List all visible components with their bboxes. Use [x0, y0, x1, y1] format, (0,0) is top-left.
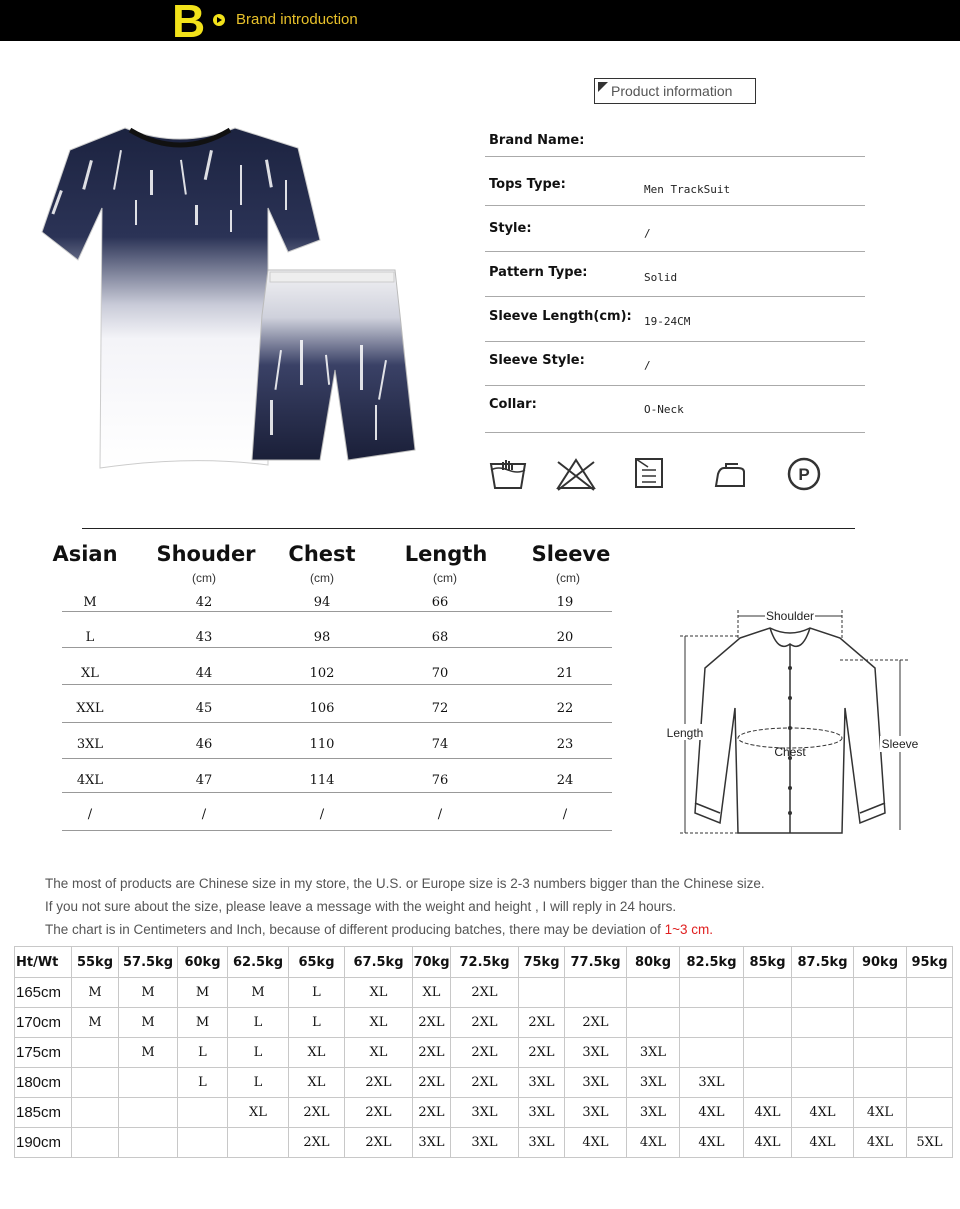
size-cell: 70 [431, 666, 449, 681]
size-cell: XL [228, 1098, 289, 1128]
size-cell: 2XL [565, 1008, 627, 1038]
weight-header: 77.5kg [565, 947, 627, 978]
size-cell: 4XL [680, 1128, 744, 1158]
size-header-shoulder: Shouder [156, 542, 256, 566]
size-cell: XL [345, 978, 413, 1008]
weight-header: 55kg [72, 947, 119, 978]
attr-value: Solid [644, 271, 678, 284]
size-cell: 22 [556, 701, 574, 716]
height-cell: 170cm [15, 1008, 72, 1038]
table-row [15, 1128, 953, 1158]
size-cell: / [87, 807, 93, 822]
size-cell: 19 [556, 595, 574, 610]
attr-value: O-Neck [644, 403, 684, 416]
size-cell: 4XL [76, 773, 104, 788]
height-weight-table [14, 946, 953, 1158]
height-cell: 190cm [15, 1128, 72, 1158]
table-row [15, 1038, 953, 1068]
size-cell: L [289, 1008, 345, 1038]
size-cell [680, 1038, 744, 1068]
size-cell [792, 1038, 854, 1068]
attr-value: 19-24CM [644, 315, 691, 328]
weight-header: 72.5kg [451, 947, 519, 978]
size-cell: 47 [195, 773, 213, 788]
size-cell: / [319, 807, 325, 822]
weight-header: 67.5kg [345, 947, 413, 978]
size-cell [907, 1098, 953, 1128]
weight-header: 90kg [854, 947, 907, 978]
size-cell [519, 978, 565, 1008]
size-cell: 2XL [451, 1068, 519, 1098]
size-cell [72, 1128, 119, 1158]
hand-wash-icon [488, 456, 528, 492]
size-cell [792, 1008, 854, 1038]
size-note-3 [45, 922, 713, 937]
size-cell: 106 [309, 701, 335, 716]
size-cell: 21 [556, 666, 574, 681]
size-header-chest: Chest [288, 542, 356, 566]
size-cell: 98 [313, 630, 331, 645]
dry-clean-icon [784, 456, 824, 492]
size-row-divider [62, 611, 612, 612]
size-cell: / [562, 807, 568, 822]
size-cell: 2XL [413, 1098, 451, 1128]
size-cell: M [178, 1008, 228, 1038]
size-row-divider [62, 722, 612, 723]
size-cell: 3XL [519, 1068, 565, 1098]
size-cell: L [228, 1008, 289, 1038]
size-row-divider [62, 792, 612, 793]
size-cell: 44 [195, 666, 213, 681]
size-cell: 3XL [451, 1098, 519, 1128]
header-bar [0, 0, 960, 47]
size-cell: XL [413, 978, 451, 1008]
size-cell: 114 [309, 773, 335, 788]
size-cell [854, 1038, 907, 1068]
size-cell: 3XL [413, 1128, 451, 1158]
size-cell: M [119, 1038, 178, 1068]
size-cell: L [228, 1068, 289, 1098]
size-cell: 24 [556, 773, 574, 788]
header-letter: B [172, 0, 206, 47]
size-cell: 72 [431, 701, 449, 716]
size-cell: 23 [556, 737, 574, 752]
size-cell: L [228, 1038, 289, 1068]
size-cell: 76 [431, 773, 449, 788]
size-cell [119, 1098, 178, 1128]
size-row-divider [62, 684, 612, 685]
size-cell [178, 1098, 228, 1128]
attr-label: Tops Type: [489, 177, 566, 192]
size-cell: 3XL [519, 1098, 565, 1128]
diagram-shoulder-label: Shoulder [765, 609, 815, 623]
size-cell [744, 1068, 792, 1098]
size-cell [907, 1008, 953, 1038]
weight-header: 57.5kg [119, 947, 178, 978]
weight-header: 62.5kg [228, 947, 289, 978]
size-cell: M [119, 1008, 178, 1038]
size-cell: M [228, 978, 289, 1008]
size-cell: 3XL [680, 1068, 744, 1098]
size-cell: XXL [76, 701, 104, 716]
weight-header: 65kg [289, 947, 345, 978]
size-cell: 2XL [289, 1128, 345, 1158]
size-cell [907, 1068, 953, 1098]
size-note-1: The most of products are Chinese size in my store, the U.S. or Europe size is 2-3 numbers bigger than the Chinese size. [45, 876, 765, 891]
size-unit-shoulder: (cm) [192, 571, 216, 585]
size-cell: 3XL [76, 737, 104, 752]
size-cell: 4XL [680, 1098, 744, 1128]
attr-label: Style: [489, 221, 532, 236]
size-cell: XL [289, 1038, 345, 1068]
size-cell: 4XL [854, 1128, 907, 1158]
attr-label: Collar: [489, 397, 537, 412]
table-row [15, 1068, 953, 1098]
height-cell: 165cm [15, 978, 72, 1008]
weight-header: 70kg [413, 947, 451, 978]
size-cell: 3XL [627, 1038, 680, 1068]
size-cell: M [83, 595, 97, 610]
size-cell: XL [81, 666, 99, 681]
size-cell: 66 [431, 595, 449, 610]
size-header-asian: Asian [52, 542, 118, 566]
size-header-length: Length [404, 542, 488, 566]
size-cell: L [85, 630, 95, 645]
height-cell: 175cm [15, 1038, 72, 1068]
size-cell: 42 [195, 595, 213, 610]
size-cell: 3XL [565, 1038, 627, 1068]
attr-row-sleeve-length [485, 297, 865, 342]
iron-icon [710, 456, 750, 492]
size-cell: 4XL [792, 1128, 854, 1158]
size-cell: 2XL [413, 1038, 451, 1068]
size-cell [119, 1068, 178, 1098]
size-cell [680, 1008, 744, 1038]
size-cell [854, 1008, 907, 1038]
attr-label: Sleeve Style: [489, 353, 585, 368]
size-cell [744, 1038, 792, 1068]
diagram-sleeve-label: Sleeve [881, 737, 919, 751]
size-cell [744, 978, 792, 1008]
size-cell: L [178, 1068, 228, 1098]
size-cell [178, 1128, 228, 1158]
header-title: Brand introduction [236, 11, 358, 28]
size-cell [854, 1068, 907, 1098]
size-cell [854, 978, 907, 1008]
size-cell [565, 978, 627, 1008]
size-cell: 102 [309, 666, 335, 681]
attr-row-tops-type [485, 157, 865, 206]
size-cell: 3XL [565, 1098, 627, 1128]
size-cell: / [437, 807, 443, 822]
size-cell: 4XL [792, 1098, 854, 1128]
corner-icon [598, 82, 608, 92]
play-icon [213, 14, 225, 26]
svg-text:P: P [798, 465, 810, 484]
size-cell: 3XL [627, 1098, 680, 1128]
size-cell: 3XL [451, 1128, 519, 1158]
size-cell: XL [289, 1068, 345, 1098]
height-cell: 180cm [15, 1068, 72, 1098]
attr-row-style [485, 206, 865, 252]
size-cell: 2XL [345, 1128, 413, 1158]
weight-header: 60kg [178, 947, 228, 978]
size-cell: M [178, 978, 228, 1008]
size-cell [792, 1068, 854, 1098]
size-cell: 4XL [627, 1128, 680, 1158]
size-cell: 110 [309, 737, 335, 752]
size-cell: 3XL [519, 1128, 565, 1158]
size-cell: 2XL [519, 1008, 565, 1038]
table-row [15, 1098, 953, 1128]
attr-row-sleeve-style [485, 342, 865, 386]
height-cell: 185cm [15, 1098, 72, 1128]
measurement-diagram [660, 598, 920, 848]
size-cell: 4XL [744, 1098, 792, 1128]
size-row-divider [62, 830, 612, 831]
table-row [15, 978, 953, 1008]
tumble-dry-icon [630, 456, 670, 492]
attr-value: / [644, 227, 651, 240]
size-note-3-text: The chart is in Centimeters and Inch, because of different producing batches, there may be deviation of [45, 922, 665, 937]
size-cell [72, 1038, 119, 1068]
size-cell: L [289, 978, 345, 1008]
size-cell: XL [345, 1008, 413, 1038]
do-not-bleach-icon [556, 456, 596, 492]
size-note-3-deviation: 1~3 cm. [664, 922, 714, 937]
weight-header: 82.5kg [680, 947, 744, 978]
size-cell: 3XL [565, 1068, 627, 1098]
section-divider [82, 528, 855, 529]
size-cell: 45 [195, 701, 213, 716]
weight-header: 87.5kg [792, 947, 854, 978]
size-cell: 2XL [289, 1098, 345, 1128]
size-unit-chest: (cm) [310, 571, 334, 585]
attr-row-pattern-type [485, 252, 865, 297]
size-cell [792, 978, 854, 1008]
diagram-length-label: Length [666, 726, 704, 740]
size-cell [72, 1098, 119, 1128]
size-cell: 43 [195, 630, 213, 645]
attr-label: Brand Name: [489, 133, 585, 148]
size-unit-sleeve: (cm) [556, 571, 580, 585]
weight-header: 80kg [627, 947, 680, 978]
size-cell: 2XL [345, 1098, 413, 1128]
size-cell [744, 1008, 792, 1038]
size-cell: 46 [195, 737, 213, 752]
size-cell: 4XL [565, 1128, 627, 1158]
size-cell: 4XL [854, 1098, 907, 1128]
size-cell: L [178, 1038, 228, 1068]
size-cell [228, 1128, 289, 1158]
size-cell: 74 [431, 737, 449, 752]
size-cell [119, 1128, 178, 1158]
size-cell: 2XL [451, 1038, 519, 1068]
size-cell: / [201, 807, 207, 822]
diagram-chest-label: Chest [774, 745, 806, 759]
product-image [30, 120, 430, 480]
attr-label: Sleeve Length(cm): [489, 309, 632, 324]
table-header-row [15, 947, 953, 978]
weight-header: 95kg [907, 947, 953, 978]
size-note-2: If you not sure about the size, please leave a message with the weight and height , I will reply in 24 hours. [45, 899, 677, 914]
corner-cell: Ht/Wt [15, 947, 72, 978]
size-cell [907, 1038, 953, 1068]
attr-row-collar [485, 386, 865, 433]
size-cell: M [119, 978, 178, 1008]
size-cell: 5XL [907, 1128, 953, 1158]
size-cell: 2XL [345, 1068, 413, 1098]
size-cell: 2XL [451, 1008, 519, 1038]
size-cell [627, 1008, 680, 1038]
size-row-divider [62, 758, 612, 759]
size-cell: 2XL [413, 1068, 451, 1098]
table-row [15, 1008, 953, 1038]
size-cell: 4XL [744, 1128, 792, 1158]
size-header-sleeve: Sleeve [531, 542, 611, 566]
size-cell [907, 978, 953, 1008]
weight-header: 85kg [744, 947, 792, 978]
weight-header: 75kg [519, 947, 565, 978]
size-cell: 2XL [413, 1008, 451, 1038]
size-cell: 20 [556, 630, 574, 645]
size-cell [627, 978, 680, 1008]
size-row-divider [62, 647, 612, 648]
attr-label: Pattern Type: [489, 265, 588, 280]
size-cell: XL [345, 1038, 413, 1068]
size-unit-length: (cm) [433, 571, 457, 585]
size-cell: 2XL [451, 978, 519, 1008]
size-cell: 94 [313, 595, 331, 610]
size-cell: M [72, 1008, 119, 1038]
size-cell: 3XL [627, 1068, 680, 1098]
size-cell [72, 1068, 119, 1098]
size-cell: 68 [431, 630, 449, 645]
attr-row-brand-name [485, 126, 865, 157]
size-cell: M [72, 978, 119, 1008]
size-cell [680, 978, 744, 1008]
size-cell: 2XL [519, 1038, 565, 1068]
attr-value: / [644, 359, 651, 372]
attr-value: Men TrackSuit [644, 183, 731, 196]
product-information-label: Product information [611, 83, 733, 99]
product-information-tag [594, 78, 756, 104]
